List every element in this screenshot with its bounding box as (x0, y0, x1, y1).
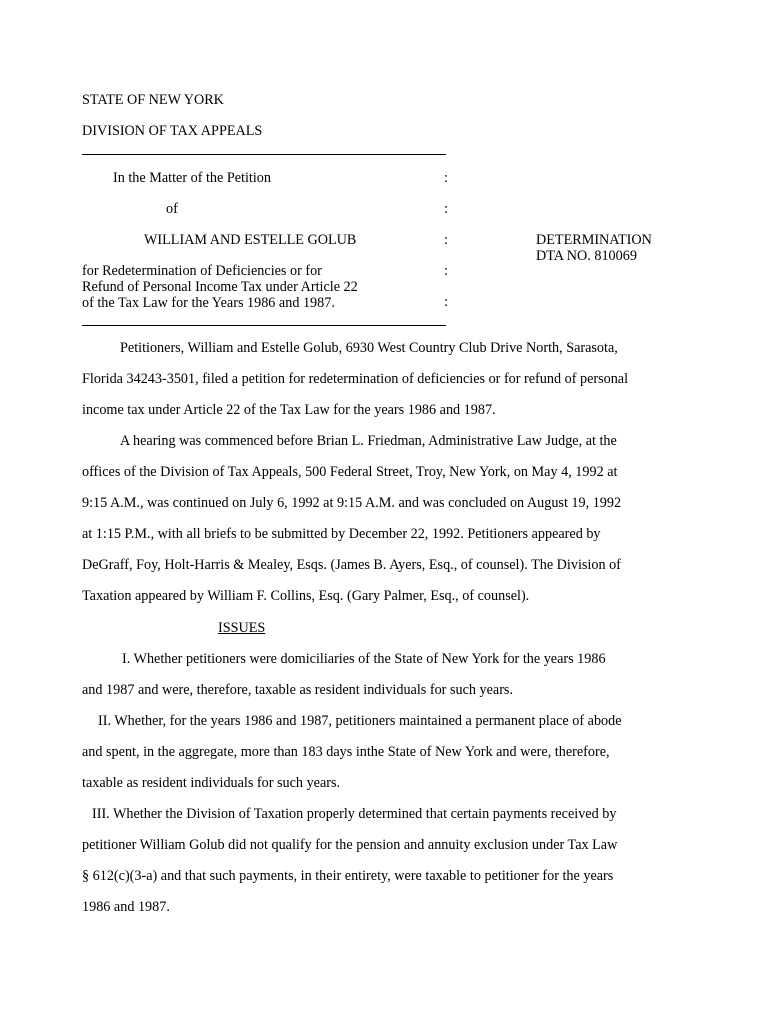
text-line: 9:15 A.M., was continued on July 6, 1992 at 9:15 A.M. and was concluded on August 19, 1992 (82, 495, 622, 511)
text-line: Petitioners, William and Estelle Golub, 6930 West Country Club Drive North, Sarasota, (120, 340, 618, 356)
text-line: I. Whether petitioners were domiciliaries of the State of New York for the years 1986 (122, 651, 606, 667)
petition-purpose-line: for Redetermination of Deficiencies or for (82, 263, 322, 279)
caption-colon-2: : (444, 201, 448, 217)
issue-3 (82, 799, 682, 923)
caption-colon-3: : (444, 232, 448, 248)
petition-purpose-line: of the Tax Law for the Years 1986 and 1987. (82, 295, 335, 311)
text-line: Florida 34243-3501, filed a petition for redetermination of deficiencies or for refund of personal (82, 371, 629, 387)
text-line: and spent, in the aggregate, more than 183 days inthe State of New York and were, therefore, (82, 744, 610, 760)
state-heading: STATE OF NEW YORK (82, 92, 224, 108)
paragraph-hearing (82, 426, 682, 612)
matter-line: In the Matter of the Petition (113, 170, 271, 186)
text-line: and 1987 and were, therefore, taxable as resident individuals for such years. (82, 682, 513, 698)
text-line: offices of the Division of Tax Appeals, 500 Federal Street, Troy, New York, on May 4, 1992 at (82, 464, 618, 480)
text-line: petitioner William Golub did not qualify for the pension and annuity exclusion under Tax Law (82, 837, 618, 853)
caption-top-rule (82, 154, 446, 155)
division-heading: DIVISION OF TAX APPEALS (82, 123, 263, 139)
of-line: of (166, 201, 178, 217)
determination-label: DETERMINATION (536, 232, 652, 248)
text-line: DeGraff, Foy, Holt-Harris & Mealey, Esqs. (James B. Ayers, Esq., of counsel). The Division of (82, 557, 621, 573)
text-line: at 1:15 P.M., with all briefs to be submitted by December 22, 1992. Petitioners appeared by (82, 526, 601, 542)
text-line: II. Whether, for the years 1986 and 1987, petitioners maintained a permanent place of abode (98, 713, 622, 729)
issue-1 (82, 644, 682, 706)
text-line: III. Whether the Division of Taxation properly determined that certain payments received by (92, 806, 617, 822)
text-line: Taxation appeared by William F. Collins, Esq. (Gary Palmer, Esq., of counsel). (82, 588, 530, 604)
dta-number: DTA NO. 810069 (536, 248, 637, 264)
caption-colon-5: : (444, 294, 448, 310)
text-line: § 612(c)(3-a) and that such payments, in their entirety, were taxable to petitioner for the years (82, 868, 614, 884)
text-line: 1986 and 1987. (82, 899, 170, 915)
text-line: A hearing was commenced before Brian L. Friedman, Administrative Law Judge, at the (120, 433, 617, 449)
paragraph-petition (82, 333, 682, 426)
petition-purpose-line: Refund of Personal Income Tax under Article 22 (82, 279, 358, 295)
petition-purpose (82, 263, 358, 311)
issue-2 (82, 706, 682, 799)
issues-heading: ISSUES (218, 620, 266, 636)
petitioners-name: WILLIAM AND ESTELLE GOLUB (144, 232, 357, 248)
caption-bottom-rule (82, 325, 446, 326)
text-line: income tax under Article 22 of the Tax Law for the years 1986 and 1987. (82, 402, 496, 418)
caption-colon-1: : (444, 170, 448, 186)
caption-colon-4: : (444, 263, 448, 279)
determination-block (536, 232, 652, 264)
text-line: taxable as resident individuals for such years. (82, 775, 341, 791)
